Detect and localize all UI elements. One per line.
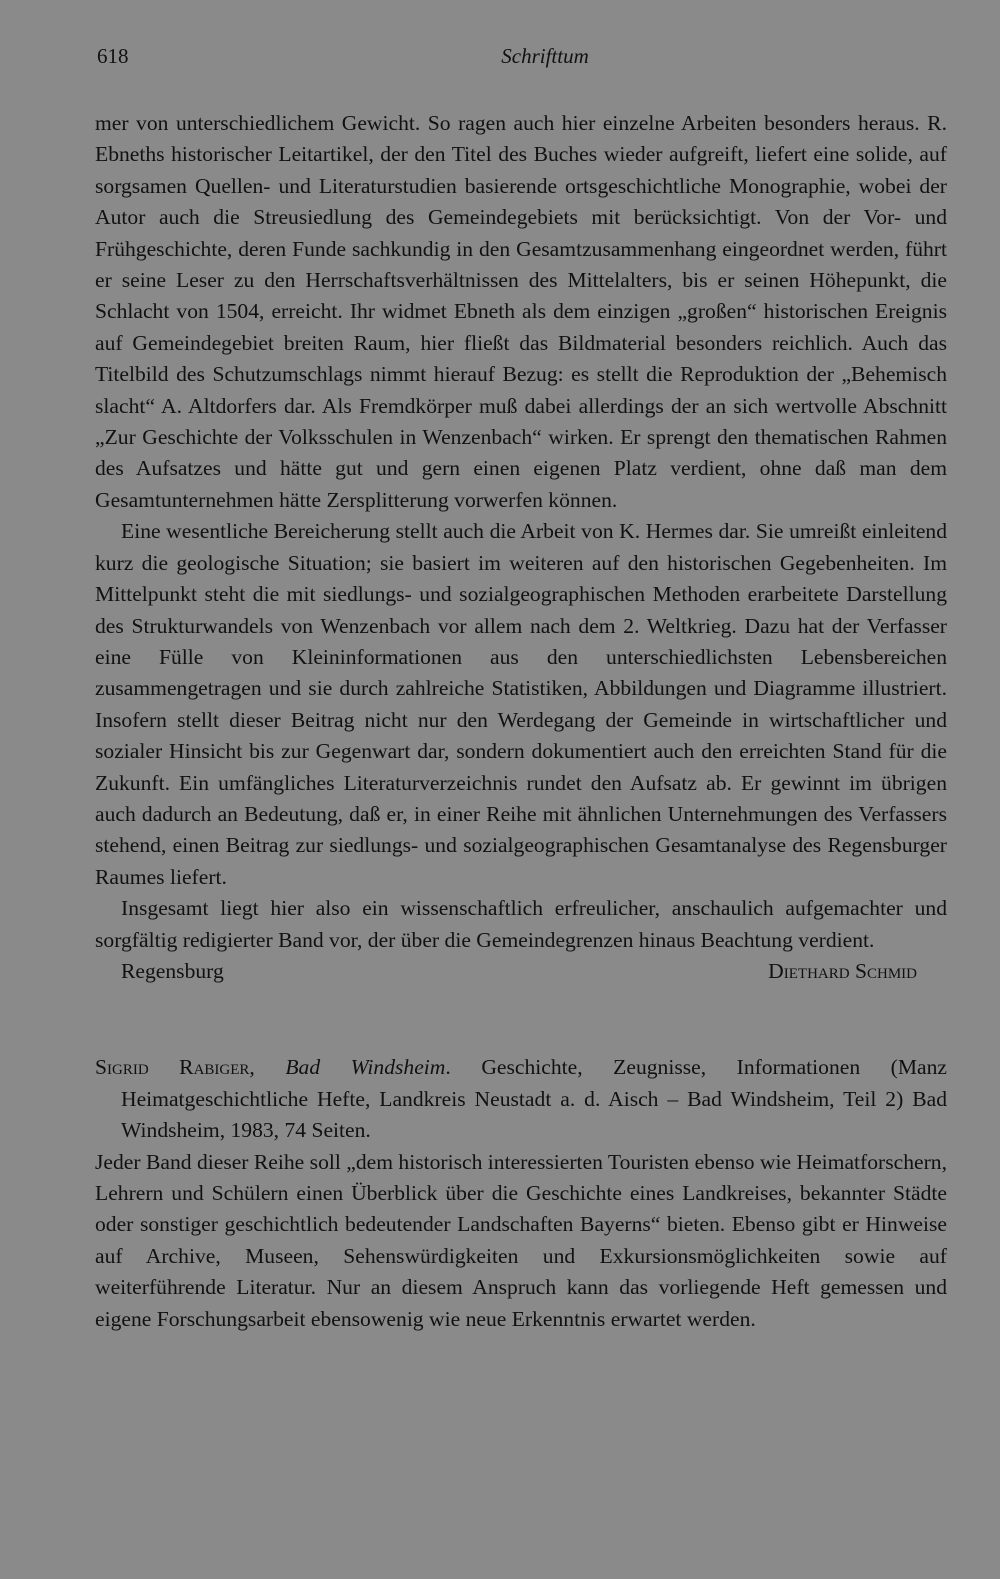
book-author: Sigrid Rabiger [95, 1055, 250, 1080]
review-paragraph: Eine wesentliche Bereicherung stellt auch die Arbeit von K. Hermes dar. Sie umreißt einleitend kurz die geologische Situation; sie basiert im weiteren auf den historischen Gegebenheiten. Im Mittelpunkt steht die mit siedlungs- und sozialgeographischen Methoden erarbeitete Darstellung des Strukturwandels von Wenzenbach vor allem nach dem 2. Weltkrieg. Dazu hat der Verfasser eine Fülle von Kleininformationen aus den unterschiedlichsten Lebensbereichen zusammengetragen und sie durch zahlreiche Statistiken, Abbildungen und Diagramme illustriert. Insofern stellt dieser Beitrag nicht nur den Werdegang der Gemeinde in wirtschaftlicher und sozialer Hinsicht bis zur Gegenwart dar, sondern dokumentiert auch den erreichten Stand für die Zukunft. Ein umfängliches Literaturverzeichnis rundet den Aufsatz ab. Er gewinnt im übrigen auch dadurch an Bedeutung, daß er, in einer Reihe mit ähnlichen Unternehmungen des Verfassers stehend, einen Beitrag zur siedlungs- und sozialgeographischen Gesamtanalyse des Regensburger Raumes liefert. [95, 519, 947, 889]
page-body [95, 108, 947, 1335]
review-section [95, 1052, 947, 1335]
book-title: Bad Windsheim [285, 1055, 446, 1080]
review-section [95, 108, 947, 987]
review-paragraph: mer von unterschiedlichem Gewicht. So ragen auch hier einzelne Arbeiten besonders heraus. R. Ebneths historischer Leitartikel, der den Titel des Buches wieder aufgreift, liefert eine solide, auf sorgsamen Quellen- und Literaturstudien basierende ortsgeschichtliche Monographie, wobei der Autor auch die Streusiedlung des Gemeindegebiets mit berücksichtigt. Von der Vor- und Frühgeschichte, deren Funde sachkundig in den Gesamtzusammenhang eingeordnet werden, führt er seine Leser zu den Herrschaftsverhältnissen des Mittelalters, bis er seinen Höhepunkt, die Schlacht von 1504, erreicht. Ihr widmet Ebneth als dem einzigen „großen“ historischen Ereignis auf Gemeindegebiet breiten Raum, hier fließt das Bildmaterial besonders reichlich. Auch das Titelbild des Schutzumschlags nimmt hierauf Bezug: es stellt die Reproduktion der „Behemisch slacht“ A. Altdorfers dar. Als Fremdkörper muß dabei allerdings der an sich wertvolle Abschnitt „Zur Geschichte der Volksschulen in Wenzenbach“ wirken. Er sprengt den thematischen Rahmen des Aufsatzes und hätte gut und gern einen eigenen Platz verdient, ohne daß man dem Gesamtunternehmen hätte Zersplitterung vorwerfen können. [95, 111, 947, 512]
reviewer-name: Diethard Schmid [768, 958, 917, 983]
running-head [97, 44, 945, 74]
running-title: Schrifttum [501, 44, 589, 68]
reviewer-place: Regensburg [121, 958, 224, 983]
book-details: Geschichte, Zeugnisse, Informationen (Manz Heimatgeschichtliche Hefte, Landkreis Neustadt a. d. Aisch – Bad Windsheim, Teil 2) Bad Windsheim, 1983, 74 Seiten. [121, 1055, 948, 1143]
page-number: 618 [97, 44, 129, 68]
review-paragraph: Insgesamt liegt hier also ein wissenschaftlich erfreulicher, anschaulich aufgemachter und sorgfältig redigierter Band vor, der über die Gemeindegrenzen hinaus Beachtung verdient. [95, 896, 947, 952]
bibliographic-entry: Sigrid Rabiger, Bad Windsheim. Geschichte, Zeugnisse, Informationen (Manz Heimatgeschichtliche Hefte, Landkreis Neustadt a. d. Aisch – Bad Windsheim, Teil 2) Bad Windsheim, 1983, 74 Seiten. [95, 1055, 948, 1143]
review-paragraph: Jeder Band dieser Reihe soll „dem historisch interessierten Touristen ebenso wie Heimatforschern, Lehrern und Schülern einen Überblick über die Geschichte eines Landkreises, bekannter Städte oder sonstiger geschichtlich bedeutender Landschaften Bayerns“ bieten. Ebenso gibt er Hinweise auf Archive, Museen, Sehenswürdigkeiten und Exkursionsmöglichkeiten sowie auf weiterführende Literatur. Nur an diesem Anspruch kann das vorliegende Heft gemessen und eigene Forschungsarbeit ebensowenig wie neue Erkenntnis erwartet werden. [95, 1149, 947, 1331]
review-signature [95, 956, 947, 987]
